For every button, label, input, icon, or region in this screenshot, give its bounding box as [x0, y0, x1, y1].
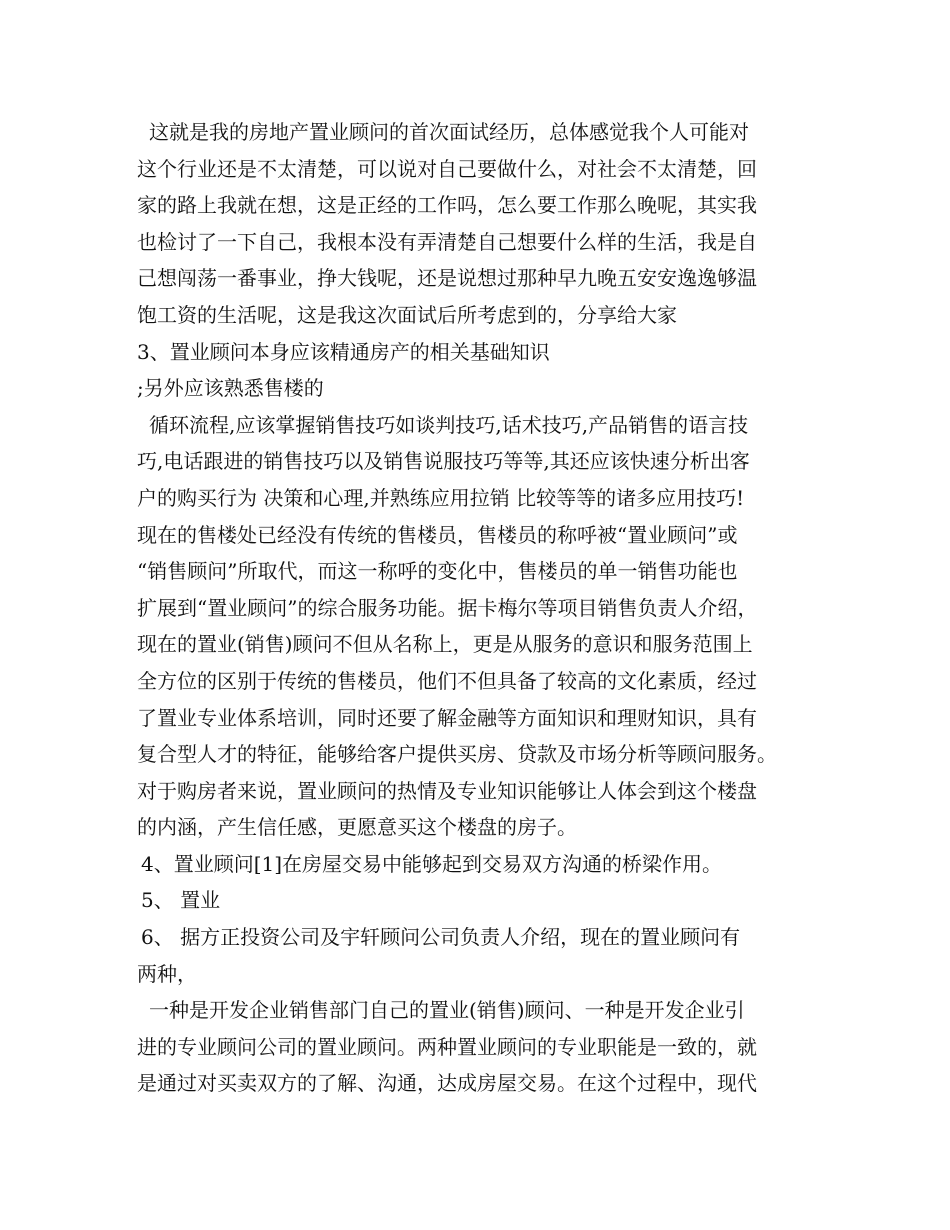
text-line: 复合型人才的特征，能够给客户提供买房、贷款及市场分析等顾问服务。 [137, 742, 777, 767]
text-line: 这个行业还是不太清楚，可以说对自己要做什么，对社会不太清楚，回 [137, 156, 757, 181]
text-line: 家的路上我就在想，这是正经的工作吗，怎么要工作那么晚呢，其实我 [137, 193, 757, 218]
text-line: ;另外应该熟悉售楼的 [137, 376, 324, 401]
text-line: 己想闯荡一番事业，挣大钱呢，还是说想过那种早九晚五安安逸逸够温 [137, 266, 757, 291]
text-line: 扩展到“置业顾问”的综合服务功能。据卡梅尔等项目销售负责人介绍， [137, 595, 758, 620]
text-line: 了置业专业体系培训，同时还要了解金融等方面知识和理财知识，具有 [137, 705, 757, 730]
text-line: 进的专业顾问公司的置业顾问。两种置业顾问的专业职能是一致的，就 [137, 1034, 757, 1059]
list-item-6: 6、 据方正投资公司及宇轩顾问公司负责人介绍，现在的置业顾问有 [141, 925, 741, 950]
text-line: 现在的置业(销售)顾问不但从名称上，更是从服务的意识和服务范围上 [137, 632, 753, 657]
list-item-3: 3、置业顾问本身应该精通房产的相关基础知识 [137, 339, 550, 364]
text-line: 户的购买行为 决策和心理,并熟练应用拉销 比较等等的诸多应用技巧! [137, 485, 745, 510]
text-line: 饱工资的生活呢，这是我这次面试后所考虑到的，分享给大家 [137, 302, 677, 327]
text-line: 全方位的区别于传统的售楼员，他们不但具备了较高的文化素质，经过 [137, 668, 757, 693]
text-line: 也检讨了一下自己，我根本没有弄清楚自己想要什么样的生活，我是自 [137, 229, 757, 254]
text-line: 的内涵，产生信任感，更愿意买这个楼盘的房子。 [137, 815, 577, 840]
text-line: 一种是开发企业销售部门自己的置业(销售)顾问、一种是开发企业引 [149, 998, 745, 1023]
document-body [137, 114, 827, 1102]
text-line: 是通过对买卖双方的了解、沟通，达成房屋交易。在这个过程中，现代 [137, 1071, 757, 1096]
text-line: 两种， [137, 961, 197, 986]
text-line: 循环流程,应该掌握销售技巧如谈判技巧,话术技巧,产品销售的语言技 [149, 412, 749, 437]
text-line: “销售顾问”所取代，而这一称呼的变化中，售楼员的单一销售功能也 [137, 559, 738, 584]
text-line: 巧,电话跟进的销售技巧以及销售说服技巧等等,其还应该快速分析出客 [137, 449, 750, 474]
list-item-5: 5、 置业 [141, 888, 221, 913]
text-line: 现在的售楼处已经没有传统的售楼员，售楼员的称呼被“置业顾问”或 [137, 522, 738, 547]
list-item-4: 4、置业顾问[1]在房屋交易中能够起到交易双方沟通的桥梁作用。 [141, 851, 723, 876]
text-line: 对于购房者来说，置业顾问的热情及专业知识能够让人体会到这个楼盘 [137, 778, 757, 803]
text-line: 这就是我的房地产置业顾问的首次面试经历，总体感觉我个人可能对 [149, 120, 749, 144]
